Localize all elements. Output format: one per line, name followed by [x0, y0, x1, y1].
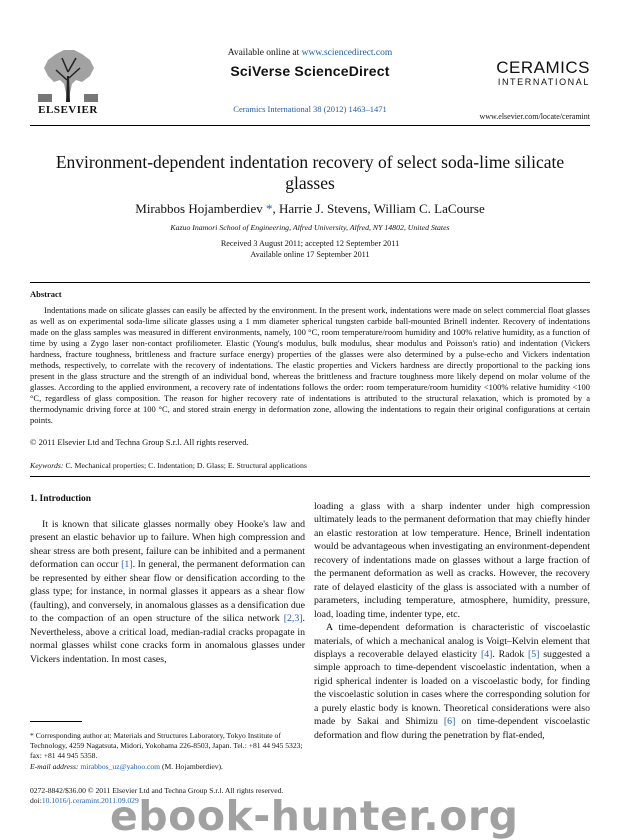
- reference-link-2-3[interactable]: [2,3]: [283, 613, 303, 625]
- paragraph: A time-dependent deformation is characteristic of viscoelastic materials, of which a mechanical analog is Voigt–Kelvin element that displays a recoverable delayed elasticity [4]. Radok [5] suggested a simple approach to time-dependent viscoelastic indentation, when a rigid spherical indenter is loaded on a viscoelastic body, for finding the viscoelastic solution in cases where the corresponding solution for a purely elastic body is known. Theoretical considerations were also made by Sakai and Shimizu [6] on time-dependent viscoelastic deformation and flow during the penetration by flat-ended,: [314, 622, 591, 741]
- journal-logo-title: CERAMICS: [496, 58, 590, 77]
- received-date: Received 3 August 2011; accepted 12 September 2011: [220, 239, 400, 248]
- sciencedirect-link[interactable]: www.sciencedirect.com: [301, 48, 393, 58]
- affiliation: Kazuo Inamori School of Engineering, Alfred University, Alfred, NY 14802, United States: [170, 223, 450, 232]
- abstract-bottom-rule: [30, 476, 590, 477]
- corresponding-author-footnote: * Corresponding author at: Materials and Structures Laboratory, Tokyo Institute of Technology, 4259 Nagatsuta, Midori, Yokohama 226-8503, Japan. Tel.: +81 44 945 5323; fax: +81 44 945 5358. E-mail address: mirabbos_uz@yahoo.com (M. Hojamberdiev).: [30, 731, 305, 772]
- doi-line: doi:10.1016/j.ceramint.2011.09.029: [30, 796, 139, 805]
- sciverse-logo: SciVerse ScienceDirect: [230, 63, 390, 79]
- author-list: Mirabbos Hojamberdiev *, Harrie J. Stevens, William C. LaCourse: [135, 201, 485, 216]
- body-column-left: It is known that silicate glasses normally obey Hooke's law and present an elastic behavior up to failure. When high compression and shear stress are both present, failure can be inhibited and a permanent deformation can occur [1]. In general, the permanent deformation can be represented by either shear flow or densification according to the glass type; for instance, in normal glasses it appears as a shear flow (faulting), and conversely, in anomalous glasses as a densification due to the compaction of an open structure of the silica network [2,3]. Nevertheless, above a critical load, median-radial cracks propagate in normal glasses whilst cone cracks form in anomalous glasses under Vickers indentation. In most cases,: [30, 519, 306, 665]
- article-dates: [40, 238, 580, 260]
- online-date: Available online 17 September 2011: [250, 250, 370, 259]
- email-line: E-mail address: mirabbos_uz@yahoo.com (M. Hojamberdiev).: [30, 761, 223, 771]
- abstract-heading: Abstract: [30, 289, 62, 299]
- abstract-copyright: © 2011 Elsevier Ltd and Techna Group S.r.l. All rights reserved.: [30, 437, 249, 447]
- reference-link-5[interactable]: [5]: [528, 648, 540, 660]
- body-column-right: [314, 500, 590, 742]
- abstract-top-rule: [30, 282, 590, 283]
- journal-logo-subtitle: INTERNATIONAL: [497, 77, 590, 87]
- keywords: Keywords: C. Mechanical properties; C. Indentation; D. Glass; E. Structural applications: [30, 461, 307, 470]
- footnote-rule: [30, 721, 82, 722]
- paragraph: loading a glass with a sharp indenter under high compression ultimately leads to the permanent deformation that may chiefly hinder an elastic restoration at low temperature. Hence, Brinell indentation would be advantageous when investigating an environment-dependent recovery of indentations made on glasses without a large fraction of the permanent deformation as well as cracks. However, the recovery rate of delayed elasticity of the glass is associated with a number of parameters, including temperature, atmosphere, humidity, pressure, load, loading time, indenter type, etc.: [314, 501, 590, 620]
- corresponding-author-mark[interactable]: *: [262, 201, 273, 216]
- publisher-name: ELSEVIER: [38, 104, 98, 116]
- section-heading-introduction: 1. Introduction: [30, 494, 92, 504]
- reference-link-1[interactable]: [1]: [121, 559, 133, 571]
- issn-line: 0272-8842/$36.00 © 2011 Elsevier Ltd and Techna Group S.r.l. All rights reserved.: [30, 786, 284, 795]
- doi-link[interactable]: 10.1016/j.ceramint.2011.09.029: [41, 796, 139, 805]
- watermark-overlay: ebook-hunter.org: [110, 792, 519, 840]
- reference-link-6[interactable]: [6]: [443, 716, 456, 728]
- journal-url-link[interactable]: www.elsevier.com/locate/ceramint: [479, 112, 590, 121]
- author-email-link[interactable]: mirabbos_uz@yahoo.com: [80, 761, 161, 771]
- availability-line: Available online at www.sciencedirect.com: [227, 48, 393, 58]
- elsevier-tree-logo: [34, 46, 102, 104]
- article-title: Environment-dependent indentation recovery of select soda-lime silicate glasses: [55, 152, 565, 193]
- abstract-text: Indentations made on silicate glasses can easily be affected by the environment. In the present work, indentations were made on select commercial float glasses as well as on experimental soda-lime silicate glasses using a 1 mm diameter spherical tungsten carbide ball-mounted Brinell indenter. Recovery of indentations made on the glass samples was measured in different environments, namely, 100 °C, room temperature/room humidity and 100% relative humidity, as a function of time by using a Zygo laser non-contact profiliometer. Elastic (Young's modulus, bulk modulus, shear modulus and Poisson's ratio) and indentation (Vickers hardness, fracture toughness, brittleness and fracture surface energy) properties of the glasses were also determined by a pulse-echo and Vickers indentation methods, respectively, to correlate with the recovery of indentations. The elastic properties and Vickers hardness are directly proportional to the packing ions present in the glass structure and the strength of an individual bond, whereas the brittleness and fracture toughness more likely depend on molar volume of the glasses. According to the applied environment, a recovery rate of indentations follows the order: room temperature/room humidity <100% relative humidity <100 °C, regardless of glass composition. The reason for higher recovery rate of indentations is attributed to the structural relaxation, which is promoted by a thermodynamic driving force at 100 °C, and stored strain energy in deformation zone, allowing the indentations to regain their original configurations at certain points.: [30, 305, 590, 425]
- header-rule: [30, 125, 590, 126]
- reference-link-4[interactable]: [4]: [480, 648, 493, 660]
- journal-citation[interactable]: Ceramics International 38 (2012) 1463–1471: [233, 104, 387, 114]
